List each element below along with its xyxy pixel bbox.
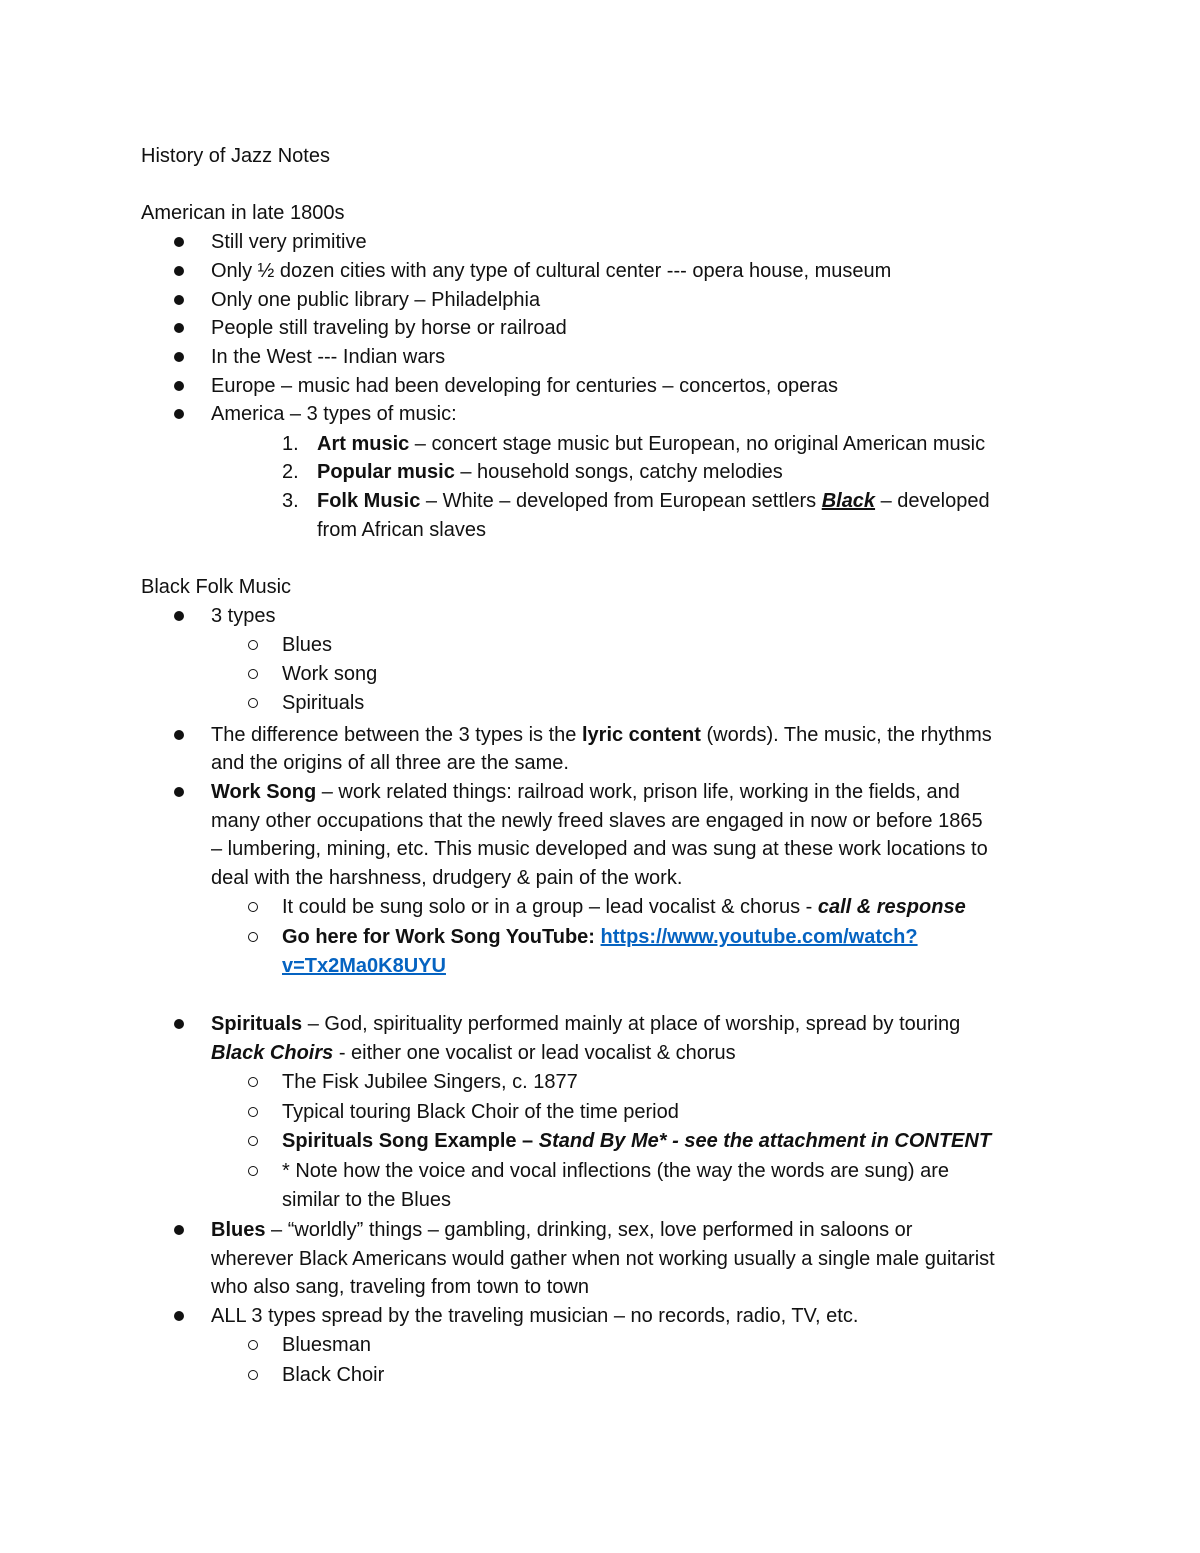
list-item-continuation [211,1039,736,1067]
circle-bullet-icon [248,902,258,912]
description: – developed [875,490,990,512]
circle-bullet-icon [248,1136,258,1146]
bullet-icon [174,237,184,247]
bullet-icon [174,1019,184,1029]
list-item-continuation: wherever Black Americans would gather when not working usually a single male guitarist [211,1248,995,1270]
text: - either one vocalist or lead vocalist & chorus [333,1042,736,1064]
numbered-item-folk-music [317,487,990,515]
term: Blues [211,1219,266,1241]
circle-bullet-icon [248,698,258,708]
circle-bullet-icon [248,1077,258,1087]
circle-bullet-icon [248,932,258,942]
section-heading: American in late 1800s [141,202,345,224]
sub-list-item: Typical touring Black Choir of the time period [282,1101,679,1123]
text: – God, spirituality performed mainly at place of worship, spread by touring [302,1013,961,1035]
bullet-icon [174,1225,184,1235]
circle-bullet-icon [248,1107,258,1117]
link-label: Go here for Work Song YouTube: [282,926,601,948]
sub-list-item: Blues [282,634,333,656]
section-heading: Black Folk Music [141,576,292,598]
list-item: ALL 3 types spread by the traveling musician – no records, radio, TV, etc. [211,1305,859,1327]
numbered-item-art-music [317,430,985,458]
text: – work related things: railroad work, prison life, working in the fields, and [316,781,960,803]
emphasis: Stand By Me* - see the attachment in CONTENT [538,1130,992,1152]
emphasis: call & response [817,896,966,918]
list-item: In the West --- Indian wars [211,346,446,368]
list-item: Only one public library – Philadelphia [211,289,541,311]
list-number: 2. [282,461,299,483]
term: Folk Music [317,490,421,512]
term: Work Song [211,781,317,803]
term: Popular music [317,461,455,483]
bullet-icon [174,323,184,333]
emphasis: lyric content [581,724,701,746]
text: The difference between the 3 types is the [211,724,582,746]
text: Spirituals Song Example – [282,1130,539,1152]
sub-list-item [282,893,966,921]
bullet-icon [174,787,184,797]
list-item-continuation: and the origins of all three are the same. [211,752,569,774]
description: – concert stage music but European, no original American music [409,433,986,455]
list-item [211,1010,960,1038]
emphasis: Black [821,490,876,512]
sub-list-item [282,1127,991,1155]
list-item-continuation: many other occupations that the newly freed slaves are engaged in now or before 1865 [211,810,983,832]
description: – household songs, catchy melodies [454,461,783,483]
list-item: 3 types [211,605,276,627]
numbered-item-continuation: from African slaves [317,519,486,541]
circle-bullet-icon [248,1370,258,1380]
sub-list-item: Work song [282,663,378,685]
list-item: Only ½ dozen cities with any type of cultural center --- opera house, museum [211,260,892,282]
description: – White – developed from European settlers [420,490,822,512]
sub-list-item: * Note how the voice and vocal inflections (the way the words are sung) are [282,1160,950,1182]
circle-bullet-icon [248,1166,258,1176]
term: Spirituals [211,1013,303,1035]
sub-list-item: Black Choir [282,1364,385,1386]
list-item: People still traveling by horse or railroad [211,317,567,339]
bullet-icon [174,730,184,740]
emphasis: Black Choirs [211,1042,334,1064]
list-number: 3. [282,490,299,512]
list-item-continuation: deal with the harshness, drudgery & pain of the work. [211,867,683,889]
sub-list-item-continuation: similar to the Blues [282,1189,451,1211]
list-item: America – 3 types of music: [211,403,457,425]
sub-list-item: The Fisk Jubilee Singers, c. 1877 [282,1071,578,1093]
bullet-icon [174,352,184,362]
list-item [211,778,960,806]
list-number: 1. [282,433,299,455]
youtube-link-continuation [282,952,446,980]
circle-bullet-icon [248,640,258,650]
list-item-continuation: who also sang, traveling from town to town [211,1276,589,1298]
bullet-icon [174,295,184,305]
numbered-item-popular-music [317,458,783,486]
text: (words). The music, the rhythms [700,724,992,746]
list-item [211,721,992,749]
bullet-icon [174,611,184,621]
page-title: History of Jazz Notes [141,145,330,167]
youtube-link[interactable]: v=Tx2Ma0K8UYU [282,955,446,977]
text: – “worldly” things – gambling, drinking, sex, love performed in saloons or [265,1219,913,1241]
list-item-continuation: – lumbering, mining, etc. This music developed and was sung at these work locations to [211,838,988,860]
bullet-icon [174,266,184,276]
term: Art music [317,433,410,455]
circle-bullet-icon [248,1340,258,1350]
bullet-icon [174,381,184,391]
sub-list-item [282,923,918,951]
bullet-icon [174,1311,184,1321]
bullet-icon [174,409,184,419]
youtube-link[interactable]: https://www.youtube.com/watch? [600,926,918,948]
sub-list-item: Spirituals [282,692,365,714]
circle-bullet-icon [248,669,258,679]
list-item: Europe – music had been developing for centuries – concertos, operas [211,375,839,397]
text: It could be sung solo or in a group – lead vocalist & chorus - [282,896,818,918]
list-item [211,1216,912,1244]
list-item: Still very primitive [211,231,367,253]
sub-list-item: Bluesman [282,1334,371,1356]
